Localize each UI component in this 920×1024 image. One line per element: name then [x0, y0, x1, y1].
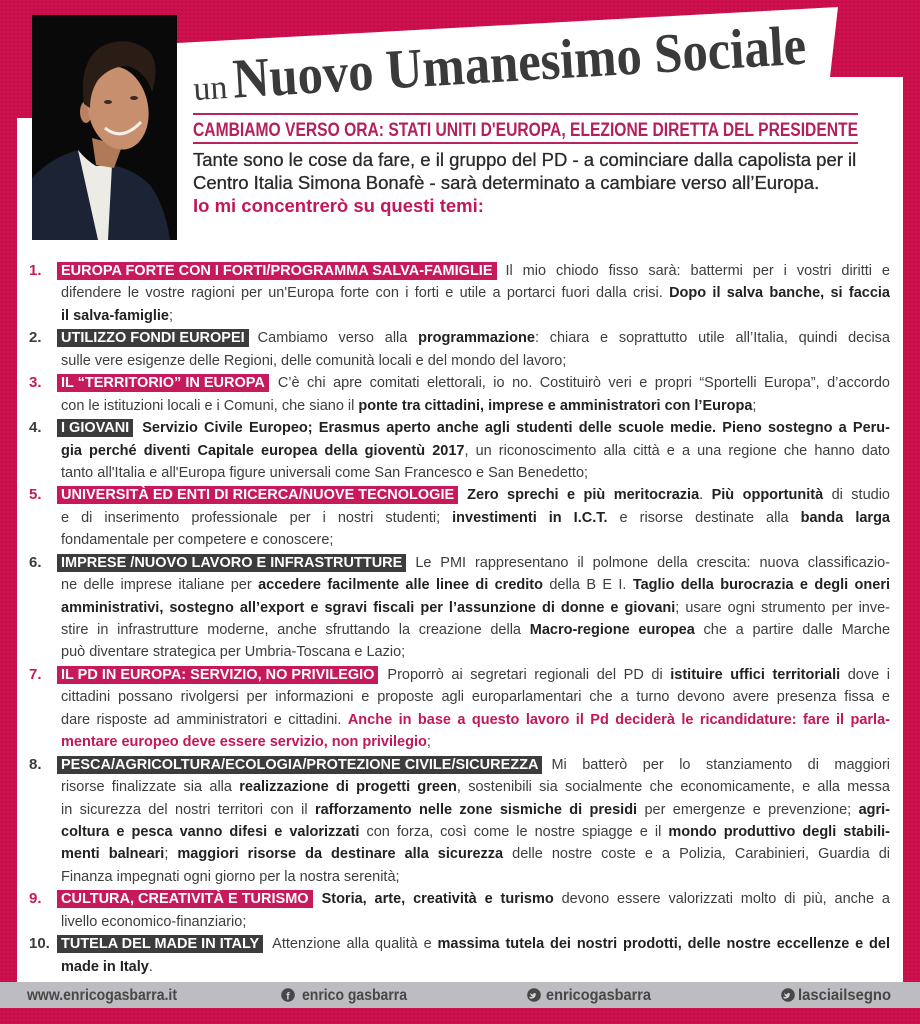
text: delle nostre coste e a Polizia, Carabinieri, Guardia di	[503, 846, 890, 863]
item-label: I GIOVANI	[57, 419, 133, 437]
text: può diventare strategica per Umbria-Toscana e Lazio;	[61, 644, 406, 661]
bold-text: Macro-regione europea	[529, 622, 695, 638]
item-number: 1.	[29, 262, 42, 279]
text: livello economico-finanziario;	[61, 913, 247, 930]
text: devono essere valorizzati molto di più, anche a	[553, 891, 890, 908]
item-text-line	[61, 597, 890, 619]
item-number: 8.	[29, 755, 42, 773]
item-text-line	[61, 574, 890, 596]
bold-text: mentare europeo deve essere servizio, non privilegio	[61, 734, 427, 751]
list-item	[29, 664, 890, 754]
text: di studio	[823, 487, 890, 504]
item-text-line	[61, 776, 890, 798]
item-label: IMPRESE /NUOVO LAVORO E INFRASTRUTTURE	[57, 554, 406, 572]
bold-text: investimenti in I.C.T.	[452, 509, 608, 526]
text: , sostenibili sia socialmente che economicamente, e alla messa	[456, 779, 890, 796]
item-text-line	[61, 417, 890, 439]
footer-twitter-secondary: lasciailsegno	[798, 987, 892, 1004]
bold-text: il salva-famiglie	[61, 307, 169, 324]
text: dare risposte ad amministratori e cittadini.	[61, 711, 348, 728]
item-number: 10.	[29, 935, 50, 953]
item-label: IL “TERRITORIO” IN EUROPA	[57, 374, 269, 392]
text: della B E I.	[542, 577, 633, 594]
item-text-line	[61, 731, 890, 753]
item-label: CULTURA, CREATIVITÀ E TURISMO	[57, 890, 313, 908]
item-text-line	[61, 350, 890, 372]
item-text-line	[61, 372, 890, 394]
bold-text: istituire uffici territoriali	[670, 666, 841, 683]
item-text-line	[61, 821, 890, 843]
text: Cambiamo verso alla	[257, 330, 419, 347]
item-text-line	[61, 754, 890, 776]
item-number: 4.	[29, 419, 42, 437]
bold-text: maggiori risorse da destinare alla sicurezza	[177, 846, 504, 863]
item-text-line	[61, 529, 890, 551]
item-text-line	[61, 462, 890, 484]
item-text-line	[61, 507, 890, 529]
item-number: 5.	[29, 486, 42, 504]
text: Il mio chiodo fisso sarà: battermi per i vostri diritti e	[505, 263, 890, 279]
text: stire in infrastrutture moderne, anche sfruttando la creazione della	[61, 622, 530, 638]
text: risorse finalizzate sia alla	[61, 779, 240, 796]
item-text-line	[61, 956, 890, 978]
text: : chiara e soprattutto utile all’Italia, quindi decisa	[534, 330, 890, 347]
item-text-line	[61, 686, 890, 708]
item-text-line	[61, 843, 890, 865]
text: ;	[164, 846, 178, 863]
bold-text: Servizio Civile Europeo; Erasmus aperto anche agli studenti delle scuole medie. Pieno sostegno a Peru-	[142, 420, 890, 437]
list-item	[29, 552, 891, 664]
text: ne delle imprese italiane per	[61, 577, 259, 594]
text: Proporrò ai segretari regionali del PD di	[387, 666, 671, 683]
bold-text: massima tutela dei nostri prodotti, delle nostre eccellenze e del	[437, 936, 891, 953]
text: e di inserimento professionale per i nostri studenti;	[61, 509, 453, 526]
item-label: UNIVERSITÀ ED ENTI DI RICERCA/NUOVE TECNOLOGIE	[57, 486, 458, 504]
intro-line: Centro Italia Simona Bonafè - sarà determinato a cambiare verso all’Europa.	[193, 172, 820, 193]
portrait-photo	[32, 15, 177, 240]
text: con le istituzioni locali e i Comuni, che siano il	[61, 397, 359, 414]
text: .	[699, 487, 712, 504]
bold-text: gia perché diventi Capitale europea della gioventù 2017	[61, 442, 465, 459]
item-text-line	[61, 619, 890, 641]
program-list	[29, 260, 891, 978]
text: Attenzione alla qualità e	[272, 936, 438, 953]
bold-text: programmazione	[418, 330, 535, 347]
item-text-line	[61, 866, 890, 888]
text: difendere le vostre ragioni per un'Europa forte con i forti e utile a portarci fuori dalla crisi.	[61, 285, 670, 302]
item-label: EUROPA FORTE CON I FORTI/PROGRAMMA SALVA-FAMIGLIE	[57, 262, 497, 280]
intro-paragraph	[193, 148, 883, 217]
text: fondamentale per competere e conoscere;	[61, 532, 334, 549]
list-item	[29, 417, 890, 484]
bold-text: Zero sprechi e più meritocrazia	[467, 487, 700, 504]
title-prefix: un	[192, 69, 229, 108]
item-text-line	[61, 552, 890, 574]
item-label: IL PD IN EUROPA: SERVIZIO, NO PRIVILEGIO	[57, 666, 378, 684]
item-text-line	[61, 709, 890, 731]
item-text-line	[61, 305, 890, 327]
item-text-line	[61, 282, 890, 304]
intro-highlight: Io mi concentrerò su questi temi:	[193, 195, 484, 216]
item-number: 7.	[29, 665, 42, 683]
text: ;	[752, 397, 757, 414]
list-item	[29, 754, 890, 889]
item-text-line	[61, 933, 890, 955]
text: tanto all'Italia e all'Europa figure universali come San Francesco e San Benedetto;	[61, 464, 589, 481]
item-number: 3.	[29, 374, 42, 392]
item-number: 6.	[29, 553, 42, 571]
list-item	[29, 327, 890, 372]
footer-facebook: enrico gasbarra	[302, 987, 408, 1004]
text: dove i	[840, 666, 890, 683]
text: con forza, così come le nostre spiagge e il	[359, 823, 669, 840]
item-text-line	[61, 911, 890, 933]
text: sulle vere esigenze delle Regioni, delle comunità locali e del mondo del lavoro;	[61, 352, 567, 369]
item-label: UTILIZZO FONDI EUROPEI	[57, 329, 249, 347]
bold-text: Dopo il salva banche, si faccia	[669, 285, 890, 302]
item-number: 2.	[29, 329, 42, 347]
bold-text: rafforzamento nelle zone sismiche di presidi	[314, 801, 638, 818]
bold-text: mondo produttivo degli stabili-	[668, 823, 890, 840]
item-text-line	[61, 664, 890, 686]
bold-text: coltura e pesca vanno difesi e valorizzati	[61, 823, 360, 840]
intro-line: Tante sono le cose da fare, e il gruppo del PD - a cominciare dalla capolista per il	[193, 149, 857, 170]
list-item	[29, 260, 890, 327]
text: , un riconoscimento alla città e a una regione che hanno dato	[464, 442, 890, 459]
list-item	[29, 484, 891, 551]
list-item	[29, 372, 890, 417]
item-text-line	[61, 327, 890, 349]
item-label: TUTELA DEL MADE IN ITALY	[57, 935, 263, 953]
bold-text: menti balneari	[61, 846, 165, 863]
twitter-icon	[527, 988, 541, 1002]
text: e risorse destinate alla	[607, 509, 801, 526]
item-number: 9.	[29, 890, 42, 908]
item-text-line	[61, 440, 890, 462]
list-item	[29, 888, 890, 933]
footer-twitter-primary: enricogasbarra	[546, 987, 652, 1004]
text: Mi batterò per lo stanziamento di maggiori	[551, 756, 890, 773]
list-item	[29, 933, 891, 978]
svg-text:f: f	[286, 991, 290, 1003]
bold-text: ponte tra cittadini, imprese e amministratori con l’Europa	[358, 397, 753, 414]
item-text-line	[61, 484, 890, 506]
footer-website: www.enricogasbarra.it	[26, 987, 178, 1004]
subtitle: CAMBIAMO VERSO ORA: STATI UNITI D'EUROPA, ELEZIONE DIRETTA DEL PRESIDENTE	[193, 120, 858, 141]
text: che a partire dalle Marche	[694, 622, 891, 638]
twitter-icon	[781, 988, 795, 1002]
bold-text: Anche in base a questo lavoro il Pd deciderà le ricandidature: fare il parla-	[347, 711, 890, 728]
text: ; usare ogni strumento per inve-	[675, 599, 891, 616]
bold-text: Più opportunità	[711, 487, 824, 504]
bold-text: amministrativi, sostegno all’export e sgravi fiscali per l’assunzione di donne e giovani	[61, 599, 676, 616]
text: .	[148, 958, 153, 975]
text: ;	[426, 734, 431, 751]
item-text-line	[61, 395, 890, 417]
text: per emergenze e prevenzione;	[637, 801, 859, 818]
item-label: PESCA/AGRICOLTURA/ECOLOGIA/PROTEZIONE CIVILE/SICUREZZA	[57, 756, 542, 774]
item-text-line	[61, 641, 890, 663]
text: C’è chi apre comitati elettorali, io no. Costituirò veri e propri “Sportelli Europa”, d’accordo	[277, 375, 890, 392]
bold-text: banda larga	[800, 509, 891, 526]
text: Finanza impegnati ogni giorno per la nostra serenità;	[61, 868, 400, 885]
text: Le PMI rappresentano il polmone della crescita: nuova classificazio-	[415, 554, 890, 571]
bold-text: Taglio della burocrazia e degli oneri	[632, 577, 890, 594]
item-text-line	[61, 888, 890, 910]
bold-text: Storia, arte, creatività e turismo	[321, 891, 554, 908]
item-text-line	[61, 260, 890, 282]
bold-text: accedere facilmente alle linee di credito	[258, 577, 543, 594]
item-text-line	[61, 799, 890, 821]
text: cittadini possano rivolgersi per informazioni e proposte agli europarlamentari che a turno devono avere presenza fissa e	[61, 689, 890, 706]
text: in sicurezza del nostri territori con il	[61, 801, 315, 818]
page-title: Nuovo Umanesimo Sociale	[231, 11, 869, 111]
text: ;	[169, 307, 174, 324]
bold-text: made in Italy	[61, 958, 149, 975]
bold-text: realizzazione di progetti green	[239, 779, 457, 796]
bold-text: agri-	[858, 801, 890, 818]
